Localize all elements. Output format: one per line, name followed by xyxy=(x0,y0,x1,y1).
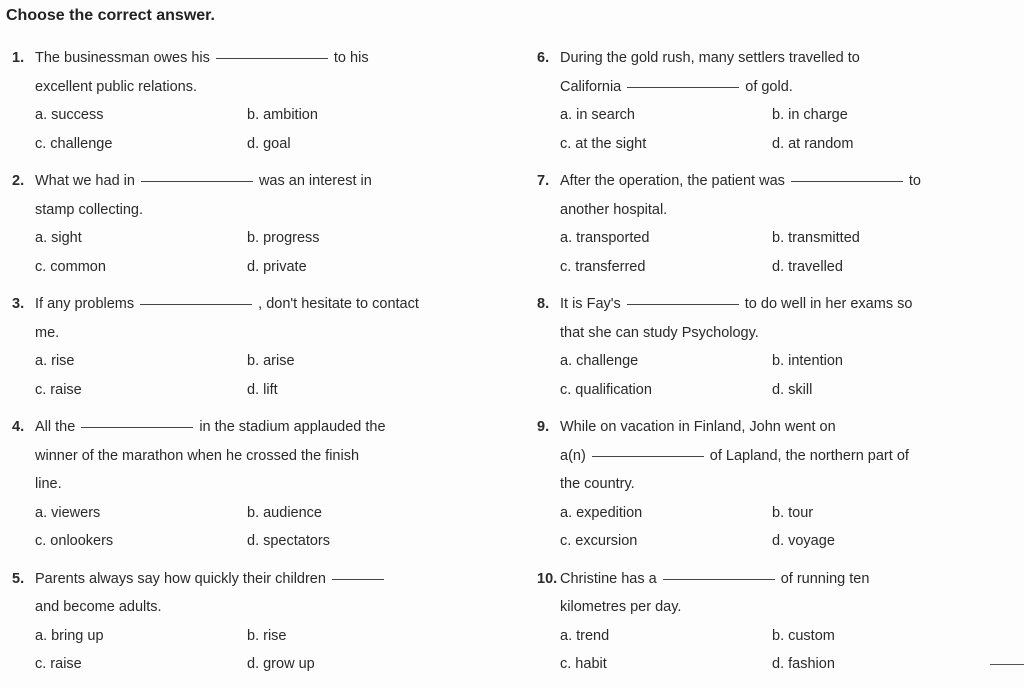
text-segment: line. xyxy=(35,476,62,492)
option-text: lift xyxy=(259,381,278,398)
question-text xyxy=(35,565,390,594)
options-row xyxy=(12,499,492,528)
text-segment: During the gold rush, many settlers travelled to xyxy=(560,50,860,66)
question-text xyxy=(560,44,860,73)
question-text xyxy=(560,167,921,196)
answer-blank[interactable] xyxy=(332,578,384,580)
option-letter: b. xyxy=(247,353,260,369)
option-c[interactable] xyxy=(35,130,112,159)
question-line xyxy=(537,73,1017,102)
options-row xyxy=(12,253,492,282)
question-line xyxy=(537,319,1017,348)
option-letter: a. xyxy=(560,627,573,644)
answer-blank[interactable] xyxy=(216,57,328,59)
option-letter: b. xyxy=(772,353,785,369)
question-8 xyxy=(537,290,1017,413)
question-line xyxy=(12,442,492,471)
option-b[interactable] xyxy=(247,101,318,130)
text-segment: of running ten xyxy=(780,570,870,587)
option-a[interactable] xyxy=(560,224,649,253)
option-d[interactable] xyxy=(772,527,835,556)
question-10 xyxy=(537,565,1017,688)
question-number: 1. xyxy=(12,50,25,66)
options-row xyxy=(537,253,1017,282)
option-letter: b. xyxy=(247,504,260,521)
options-row xyxy=(537,650,1017,679)
option-text: challenge xyxy=(572,353,639,369)
option-text: fashion xyxy=(784,656,835,672)
option-letter: b. xyxy=(247,627,260,644)
question-line xyxy=(12,593,492,622)
option-letter: a. xyxy=(35,353,48,369)
text-segment: kilometres per day. xyxy=(560,599,682,615)
option-d[interactable] xyxy=(247,253,307,282)
option-text: private xyxy=(259,258,307,275)
option-letter: c. xyxy=(560,258,572,275)
option-text: travelled xyxy=(784,258,843,275)
text-segment: It is Fay's xyxy=(560,296,621,312)
options-row xyxy=(12,347,492,376)
question-line xyxy=(537,470,1017,499)
text-segment: While on vacation in Finland, John went on xyxy=(560,419,836,435)
question-number: 7. xyxy=(537,173,550,189)
option-text: onlookers xyxy=(46,533,114,549)
option-text: custom xyxy=(784,627,835,644)
option-text: bring up xyxy=(47,627,104,644)
option-b[interactable] xyxy=(772,347,843,376)
option-letter: d. xyxy=(247,381,260,398)
text-segment: If any problems xyxy=(35,296,135,312)
question-text xyxy=(35,593,162,622)
option-b[interactable] xyxy=(247,499,322,528)
option-d[interactable] xyxy=(247,130,291,159)
question-line xyxy=(537,593,1017,622)
question-text xyxy=(560,196,667,225)
option-d[interactable] xyxy=(247,650,315,679)
text-segment: to his xyxy=(333,50,369,66)
question-7 xyxy=(537,167,1017,290)
option-text: grow up xyxy=(259,656,315,672)
question-1 xyxy=(12,44,492,167)
option-c[interactable] xyxy=(560,650,607,679)
option-letter: c. xyxy=(560,135,572,152)
option-text: transferred xyxy=(571,258,646,275)
option-a[interactable] xyxy=(560,622,609,651)
left-column xyxy=(12,44,492,688)
text-segment: What we had in xyxy=(35,173,135,189)
option-letter: c. xyxy=(35,656,47,672)
option-text: rise xyxy=(47,353,75,369)
option-b[interactable] xyxy=(772,499,813,528)
options-row xyxy=(12,101,492,130)
text-segment: After the operation, the patient was xyxy=(560,173,785,189)
text-segment: was an interest in xyxy=(258,173,372,189)
question-3 xyxy=(12,290,492,413)
question-6 xyxy=(537,44,1017,167)
question-line xyxy=(12,73,492,102)
option-b[interactable] xyxy=(247,622,287,651)
option-c[interactable] xyxy=(35,527,113,556)
option-text: success xyxy=(47,107,104,123)
option-text: progress xyxy=(259,230,320,246)
option-text: expedition xyxy=(572,504,643,521)
option-letter: d. xyxy=(772,135,785,152)
text-segment: California xyxy=(560,78,622,95)
option-d[interactable] xyxy=(247,376,278,405)
option-letter: b. xyxy=(772,230,785,246)
question-text xyxy=(560,442,909,471)
option-b[interactable] xyxy=(247,347,295,376)
question-number: 10. xyxy=(537,570,558,587)
text-segment: of Lapland, the northern part of xyxy=(709,447,909,464)
option-letter: b. xyxy=(247,230,260,246)
question-line xyxy=(12,290,492,319)
option-letter: c. xyxy=(35,533,47,549)
option-letter: c. xyxy=(560,381,572,398)
options-row xyxy=(12,130,492,159)
answer-blank[interactable] xyxy=(627,86,739,88)
question-text xyxy=(35,470,62,499)
question-number: 9. xyxy=(537,419,550,435)
question-4 xyxy=(12,413,492,565)
question-line xyxy=(537,442,1017,471)
question-text xyxy=(560,413,836,442)
options-row xyxy=(537,130,1017,159)
option-c[interactable] xyxy=(560,130,646,159)
option-d[interactable] xyxy=(247,527,330,556)
option-text: arise xyxy=(259,353,295,369)
option-letter: a. xyxy=(35,230,48,246)
question-number: 4. xyxy=(12,419,25,435)
question-text xyxy=(35,442,359,471)
option-text: trend xyxy=(572,627,610,644)
option-text: habit xyxy=(571,656,607,672)
option-a[interactable] xyxy=(35,101,104,130)
option-b[interactable] xyxy=(772,101,848,130)
option-text: transported xyxy=(572,230,650,246)
text-segment: and become adults. xyxy=(35,599,162,615)
question-text xyxy=(560,73,793,102)
answer-blank[interactable] xyxy=(663,578,775,580)
option-c[interactable] xyxy=(560,527,637,556)
option-letter: d. xyxy=(247,656,260,672)
text-segment: another hospital. xyxy=(560,201,668,218)
text-segment: the country. xyxy=(560,476,635,492)
option-letter: c. xyxy=(560,533,572,549)
option-letter: b. xyxy=(247,107,260,123)
text-segment: to do well in her exams so xyxy=(744,296,913,312)
option-text: at the sight xyxy=(571,135,647,152)
option-text: spectators xyxy=(259,533,331,549)
options-row xyxy=(537,376,1017,405)
question-text xyxy=(35,413,386,442)
option-a[interactable] xyxy=(35,347,75,376)
option-c[interactable] xyxy=(35,376,82,405)
question-line xyxy=(12,319,492,348)
options-row xyxy=(12,527,492,556)
text-segment: , don't hesitate to contact xyxy=(258,296,419,312)
option-text: skill xyxy=(784,381,813,398)
options-row xyxy=(12,650,492,679)
option-letter: b. xyxy=(772,107,785,123)
text-segment: Parents always say how quickly their children xyxy=(35,570,326,587)
option-letter: a. xyxy=(560,230,573,246)
option-c[interactable] xyxy=(560,253,645,282)
option-text: common xyxy=(46,258,106,275)
option-letter: c. xyxy=(35,381,47,398)
option-text: audience xyxy=(259,504,322,521)
option-text: rise xyxy=(259,627,287,644)
question-text xyxy=(35,73,197,102)
option-letter: c. xyxy=(35,135,47,152)
text-segment: winner of the marathon when he crossed the finish xyxy=(35,447,360,464)
option-letter: b. xyxy=(772,627,785,644)
options-row xyxy=(12,622,492,651)
options-row xyxy=(537,527,1017,556)
option-text: viewers xyxy=(47,504,101,521)
options-row xyxy=(537,622,1017,651)
text-segment: The businessman owes his xyxy=(35,50,210,66)
question-line xyxy=(537,413,1017,442)
question-text xyxy=(560,565,869,594)
option-c[interactable] xyxy=(35,253,106,282)
text-segment: in the stadium applauded the xyxy=(199,419,386,435)
option-a[interactable] xyxy=(35,224,82,253)
option-c[interactable] xyxy=(35,650,82,679)
question-line xyxy=(537,196,1017,225)
options-row xyxy=(537,224,1017,253)
question-number: 2. xyxy=(12,173,25,189)
page-edge-line xyxy=(990,664,1024,665)
option-d[interactable] xyxy=(772,376,812,405)
option-letter: d. xyxy=(772,656,785,672)
option-letter: a. xyxy=(560,353,573,369)
question-text xyxy=(35,196,143,225)
instructions-title: Choose the correct answer. xyxy=(6,7,215,24)
option-text: intention xyxy=(784,353,843,369)
option-letter: a. xyxy=(35,627,48,644)
option-text: sight xyxy=(47,230,82,246)
answer-blank[interactable] xyxy=(81,426,193,428)
question-number: 3. xyxy=(12,296,25,312)
question-line xyxy=(12,565,492,594)
question-text xyxy=(35,319,59,348)
question-text xyxy=(560,290,912,319)
question-line xyxy=(12,196,492,225)
option-letter: d. xyxy=(772,381,785,398)
text-segment: All the xyxy=(35,419,76,435)
option-letter: d. xyxy=(247,533,260,549)
option-letter: c. xyxy=(560,656,572,672)
text-segment: stamp collecting. xyxy=(35,201,143,218)
option-a[interactable] xyxy=(35,622,104,651)
answer-blank[interactable] xyxy=(141,180,253,182)
option-text: raise xyxy=(46,381,82,398)
answer-blank[interactable] xyxy=(791,180,903,182)
option-text: transmitted xyxy=(784,230,860,246)
question-number: 5. xyxy=(12,570,25,587)
text-segment: to xyxy=(908,173,921,189)
text-segment: Christine has a xyxy=(560,570,657,587)
options-row xyxy=(537,499,1017,528)
question-number: 8. xyxy=(537,296,550,312)
answer-blank[interactable] xyxy=(140,303,252,305)
text-segment: of gold. xyxy=(745,78,793,95)
question-line xyxy=(537,290,1017,319)
option-letter: d. xyxy=(772,533,785,549)
option-text: challenge xyxy=(46,135,113,152)
question-text xyxy=(560,593,681,622)
option-text: in charge xyxy=(784,107,848,123)
options-row xyxy=(12,224,492,253)
option-letter: b. xyxy=(772,504,785,521)
option-letter: d. xyxy=(247,135,260,152)
question-number: 6. xyxy=(537,50,550,66)
answer-blank[interactable] xyxy=(592,455,704,457)
option-b[interactable] xyxy=(772,224,860,253)
question-text xyxy=(35,44,369,73)
option-text: at random xyxy=(784,135,854,152)
question-line xyxy=(537,565,1017,594)
option-letter: a. xyxy=(35,504,48,521)
option-c[interactable] xyxy=(560,376,652,405)
option-d[interactable] xyxy=(772,650,835,679)
option-letter: c. xyxy=(35,258,47,275)
question-line xyxy=(12,44,492,73)
option-b[interactable] xyxy=(247,224,320,253)
option-text: ambition xyxy=(259,107,318,123)
option-letter: d. xyxy=(772,258,785,275)
answer-blank[interactable] xyxy=(627,303,739,305)
text-segment: me. xyxy=(35,324,60,341)
option-letter: d. xyxy=(247,258,260,275)
question-line xyxy=(12,413,492,442)
question-text xyxy=(560,470,635,499)
option-letter: a. xyxy=(560,107,573,123)
option-letter: a. xyxy=(560,504,573,521)
question-line xyxy=(12,167,492,196)
option-text: voyage xyxy=(784,533,835,549)
option-text: tour xyxy=(784,504,814,521)
option-text: excursion xyxy=(571,533,638,549)
text-segment: excellent public relations. xyxy=(35,78,198,95)
question-line xyxy=(537,44,1017,73)
text-segment: a(n) xyxy=(560,447,586,464)
question-text xyxy=(35,290,419,319)
option-letter: a. xyxy=(35,107,48,123)
question-line xyxy=(12,470,492,499)
option-text: qualification xyxy=(571,381,652,398)
options-row xyxy=(537,347,1017,376)
question-line xyxy=(537,167,1017,196)
option-b[interactable] xyxy=(772,622,835,651)
option-a[interactable] xyxy=(560,101,635,130)
option-text: raise xyxy=(46,656,82,672)
option-d[interactable] xyxy=(772,253,843,282)
option-d[interactable] xyxy=(772,130,853,159)
option-a[interactable] xyxy=(560,347,638,376)
question-text xyxy=(560,319,759,348)
option-a[interactable] xyxy=(35,499,100,528)
options-row xyxy=(12,376,492,405)
option-text: goal xyxy=(259,135,291,152)
option-a[interactable] xyxy=(560,499,642,528)
right-column xyxy=(537,44,1017,688)
question-text xyxy=(35,167,372,196)
option-text: in search xyxy=(572,107,635,123)
question-5 xyxy=(12,565,492,688)
question-9 xyxy=(537,413,1017,565)
question-2 xyxy=(12,167,492,290)
options-row xyxy=(537,101,1017,130)
text-segment: that she can study Psychology. xyxy=(560,324,759,341)
